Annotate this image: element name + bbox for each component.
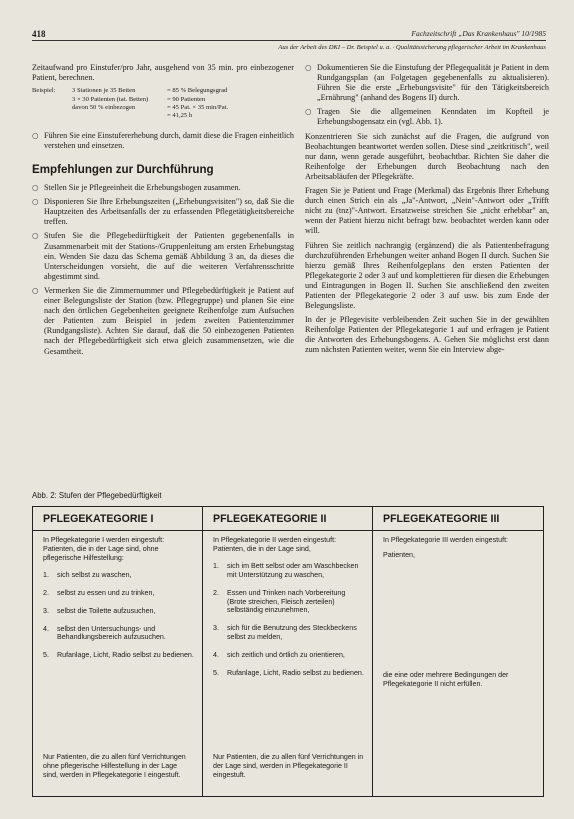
bullet-item: ○ Disponieren Sie Ihre Erhebungszeiten („Erhebungsvisiten") so, daß Sie die Hauptzeiten des Arbeitsanfalls der zu erfassenden Pflegetätigkeitsbereiche treffen. xyxy=(32,197,294,227)
journal-title: Fachzeitschrift „Das Krankenhaus" 10/1985 xyxy=(411,29,546,38)
page-number: 418 xyxy=(32,29,46,39)
category-1-column xyxy=(33,507,203,796)
body-paragraph: Führen Sie zeitlich nachrangig (ergänzend) die als Patientenbefragung durchzuführenden Erhebungen weiter anhand Bogen II durch. Suchen Sie hierzu gemäß Ihres Reihenfolgeplans den ersten Patienten der Pflegekategorie 2 oder 3 auf und komplettieren für diesen die Erhebungen und Eintragungen in Bogen II. Suchen Sie anschließend den zweiten Patienten der Pflegekategorie 2 oder 3 auf usw. bis zum Ende der Belegungsliste. xyxy=(305,240,549,311)
criteria-item: 1. sich selbst zu waschen, xyxy=(43,571,132,580)
criteria-list xyxy=(33,571,202,660)
bullet-circle-icon: ○ xyxy=(32,130,39,140)
example-row: 3 × 30 Patienten (tat. Betten) = 90 Patienten xyxy=(72,95,206,103)
example-calculation xyxy=(32,87,294,121)
category-footer: Nur Patienten, die zu allen fünf Verrichtungen ohne pflegerische Hilfestellung in der Lage sind, werden in Pflegekategorie I eingestuft. xyxy=(43,753,186,779)
criteria-item: 4. selbst den Untersuchungs- und Behandlungsbereich aufzusuchen. xyxy=(43,624,166,642)
example-row: davon 50 % einbezogen = 45 Pat. × 35 min/Pat. xyxy=(72,104,229,111)
intro-paragraph: Zeitaufwand pro Einstufer/pro Jahr, ausgehend von 35 min. pro einbezogener Patient, berechnen. xyxy=(32,63,294,83)
criteria-item: 2. selbst zu essen und zu trinken, xyxy=(43,589,155,598)
bullet-item: ○ Vermerken Sie die Zimmernummer und Pflegebedürftigkeit je Patient auf einer Belegungsliste der Station (bzw. Pflegegruppe) und planen Sie eine nach den örtlichen Gegebenheiten geeignete Reihenfolge zum Aufsuchen der Patienten zum Beispiel in jedem zweiten Patientenzimmer (Rundgangsliste). Achten Sie darauf, daß die 50 einbezogenen Patienten nach der Pflegebedürftigkeit sich etwa gleich zusammensetzen, wie die Gesamtheit. xyxy=(32,285,294,356)
category-intro: In Pflegekategorie I werden eingestuft: Patienten, die in der Lage sind, ohne pflegerische Hilfestellung: xyxy=(43,536,165,563)
header-rule xyxy=(32,40,546,41)
category-2-column xyxy=(203,507,373,796)
category-title: PFLEGEKATEGORIE II xyxy=(203,507,372,531)
body-paragraph: In der je Pflegevisite verbleibenden Zeit suchen Sie in der gewählten Reihenfolge Patienten der Pflegekategorie 1 auf und erfragen je Patient die Antworten des Erhebungsbogens. A. Gehen Sie möglichst erst dann zum nächsten Patienten weiter, wenn Sie ein Interview abge- xyxy=(305,315,549,355)
criteria-item: 5. Rufanlage, Licht, Radio selbst zu bedienen. xyxy=(43,651,194,660)
criteria-item: 1. sich im Bett selbst oder am Waschbecken mit Unterstützung zu waschen, xyxy=(213,562,359,579)
example-row: = 41,25 h xyxy=(167,112,193,120)
criteria-item: 2. Essen und Trinken nach Vorbereitung (Brote streichen, Fleisch zerteilen) selbständig einzunehmen, xyxy=(213,588,346,615)
category-footer: die eine oder mehrere Bedingungen der Pflegekategorie II nicht erfüllen. xyxy=(383,671,509,688)
bullet-circle-icon: ○ xyxy=(32,285,39,295)
bullet-item: ○ Dokumentieren Sie die Einstufung der Pflegequalität je Patient in dem Rundgangsplan (an Folgetagen gegebenenfalls zu aktualisieren). Führen Sie die erste „Erhebungsvisite" für den Tätigkeitsbereich „Ernährung" (anhand des Bogens II) durch. xyxy=(305,63,549,103)
running-subtitle: Aus der Arbeit des DKI – Dr. Beispiel u. a. · Qualitätssicherung pflegerischer Arbeit im Krankenhaus xyxy=(278,44,546,51)
category-title: PFLEGEKATEGORIE III xyxy=(373,507,543,531)
category-title: PFLEGEKATEGORIE I xyxy=(33,507,202,531)
left-column xyxy=(32,63,294,361)
criteria-item: 3. sich für die Benutzung des Steckbeckens selbst zu melden, xyxy=(213,624,357,641)
body-paragraph: Fragen Sie je Patient und Frage (Merkmal) das Ergebnis Ihrer Erhebung durch einen Strich ein als „Ja"-Antwort, „Nein"-Antwort oder „Trifft nicht zu (tnz)"-Antwort. Ersatzweise streichen Sie „nicht erhebbar" an, wenn der Patient hierzu nicht befragt bzw. beobachtet werden kann oder will. xyxy=(305,186,549,236)
example-row: 3 Stationen je 35 Betten = 85 % Belegungsgrad xyxy=(72,87,228,95)
category-3-column xyxy=(373,507,543,796)
bullet-circle-icon: ○ xyxy=(32,197,39,207)
bullet-circle-icon: ○ xyxy=(32,183,39,193)
bullet-item: ○ Stellen Sie je Pflegeeinheit die Erhebungsbogen zusammen. xyxy=(32,183,241,193)
example-label: Beispiel: xyxy=(32,87,56,95)
criteria-item: 3. selbst die Toilette aufzusuchen, xyxy=(43,606,156,615)
bullet-circle-icon: ○ xyxy=(305,63,312,72)
bullet-circle-icon: ○ xyxy=(32,231,39,241)
criteria-item: 4. sich zeitlich und örtlich zu orientieren, xyxy=(213,650,345,659)
category-intro: In Pflegekategorie II werden eingestuft: Patienten, die in der Lage sind, xyxy=(213,536,337,554)
bullet-circle-icon: ○ xyxy=(305,107,312,117)
care-category-table xyxy=(32,506,544,797)
bullet-item: ○ Tragen Sie die allgemeinen Kenndaten im Kopfteil je Erhebungsbogensatz ein (vgl. Abb. 1). xyxy=(305,107,549,127)
right-column xyxy=(305,63,549,360)
category-intro: In Pflegekategorie III werden eingestuft: Patienten, xyxy=(383,536,509,560)
category-footer: Nur Patienten, die zu allen fünf Verrichtungen in der Lage sind, werden in Pflegekategorie II eingestuft. xyxy=(213,753,364,779)
criteria-list xyxy=(203,562,372,677)
figure-caption: Abb. 2: Stufen der Pflegebedürftigkeit xyxy=(32,491,162,500)
criteria-item: 5. Rufanlage, Licht, Radio selbst zu bedienen. xyxy=(213,668,364,677)
bullet-item: ○ Stufen Sie die Pflegebedürftigkeit der Patienten gegebenenfalls in Zusammenarbeit mit der Stations-/Gruppenleitung am ersten Erhebungstag ein. Wenden Sie dazu das Schema gemäß Abbildung 3 an, da dieses die Unterscheidungen vorsieht, die auf die weiteren Verfahrensschritte abgestimmt sind. xyxy=(32,231,294,281)
body-paragraph: Konzentrieren Sie sich zunächst auf die Fragen, die aufgrund von Beobachtungen beantwortet werden sollen. Diese sind „zeitkritisch", weil nur dann, wenn gerade ausgeführt, beobachtbar. Richten Sie daher die Reihenfolge der Erhebungen durch Beobachtung nach den Arbeitsabläufen der Pflegekräfte. xyxy=(305,131,549,181)
section-heading: Empfehlungen zur Durchführung xyxy=(32,163,214,176)
bullet-item: ○ Führen Sie eine Einstufererhebung durch, damit diese die Fragen einheitlich verstehen und einsetzen. xyxy=(32,130,294,150)
